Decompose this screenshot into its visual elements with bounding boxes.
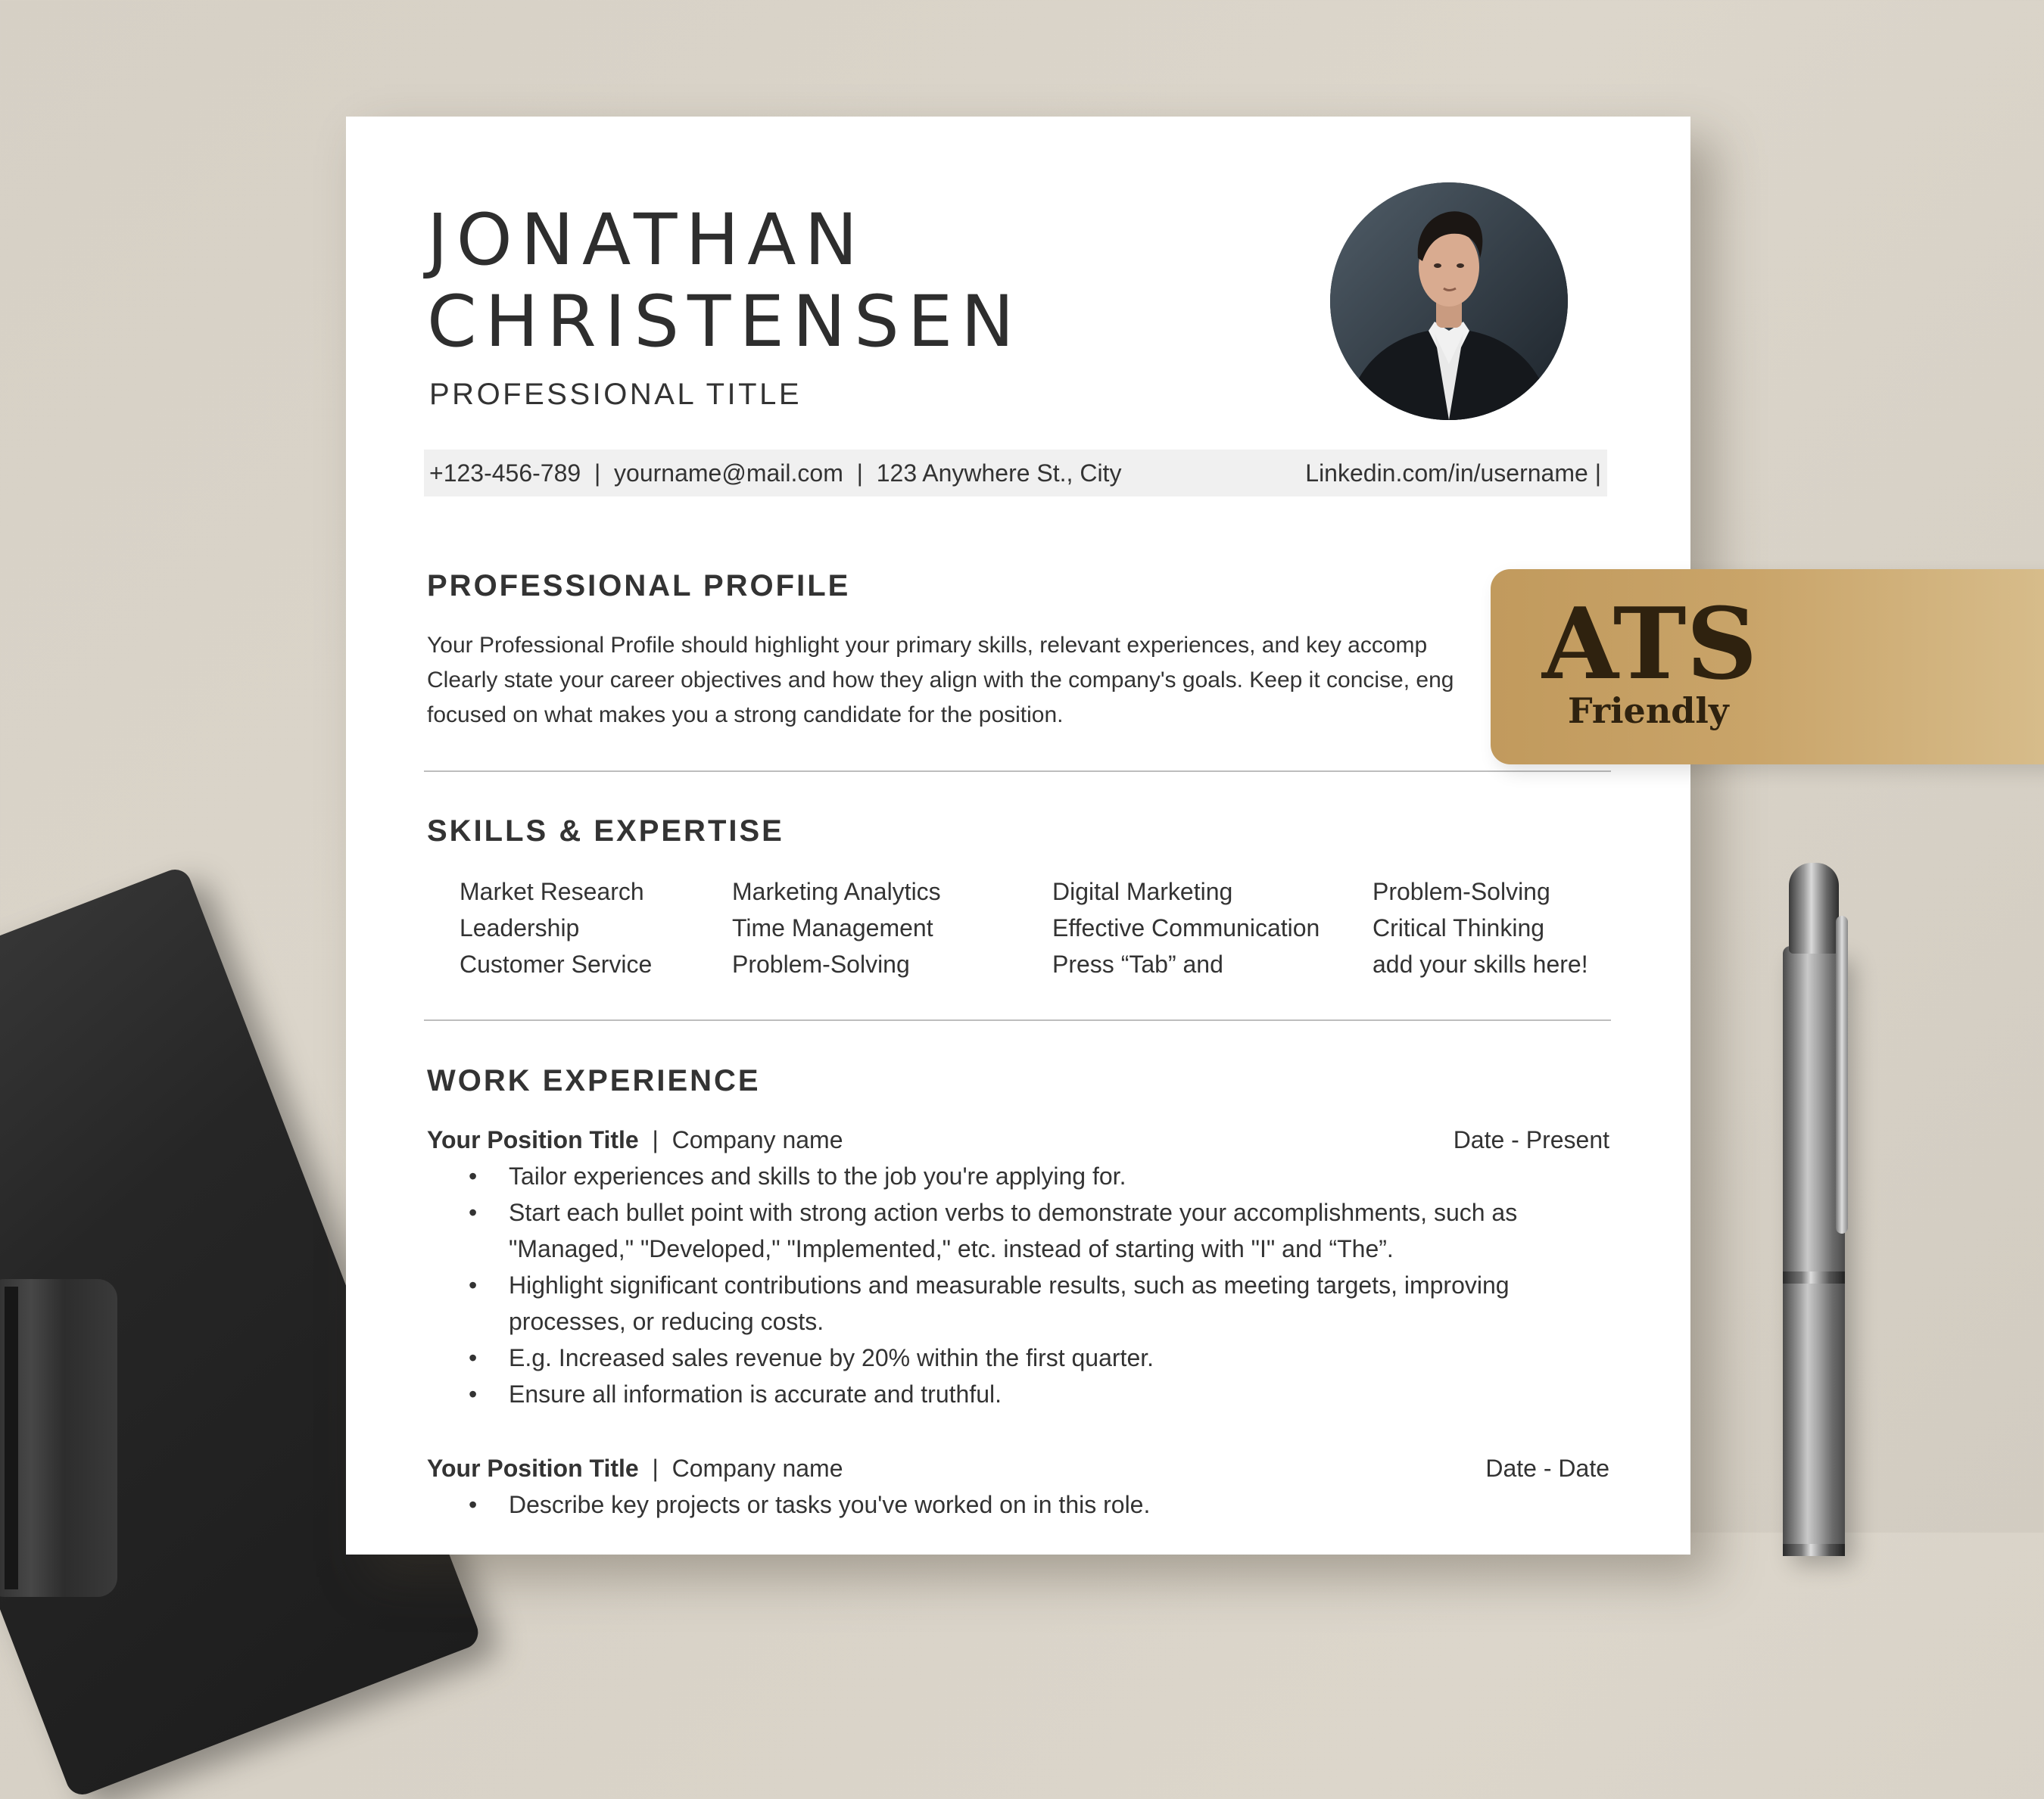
profile-text (427, 628, 1454, 733)
skill-item: Press “Tab” and (1052, 951, 1223, 978)
skills-column (460, 873, 652, 982)
professional-title: PROFESSIONAL TITLE (429, 378, 802, 411)
skills-column (1052, 873, 1320, 982)
skill-item: Effective Communication (1052, 914, 1320, 942)
badge-subtitle: Friendly (1568, 690, 1729, 731)
contact-address: 123 Anywhere St., City (876, 459, 1122, 487)
skill-item: Time Management (732, 914, 933, 942)
job-bullets (427, 1158, 1569, 1412)
job-title-line: Your Position Title | Company name (427, 1455, 843, 1482)
pen-cap (1789, 863, 1839, 954)
skill-item: Digital Marketing (1052, 878, 1233, 905)
ats-friendly-badge (1491, 569, 2044, 764)
notebook-strap-prop (0, 1279, 117, 1597)
job-bullet: • E.g. Increased sales revenue by 20% within the first quarter. (427, 1340, 1569, 1376)
profile-line: Your Professional Profile should highlight your primary skills, relevant experiences, and key accomp (427, 633, 1428, 658)
pen-ring (1783, 1271, 1845, 1284)
person-portrait-icon (1330, 182, 1568, 420)
job-header (427, 1122, 1609, 1158)
job-title-line: Your Position Title | Company name (427, 1126, 843, 1153)
skills-column (1373, 873, 1588, 982)
job-header (427, 1450, 1609, 1486)
skill-item: Market Research (460, 878, 644, 905)
skill-item: Marketing Analytics (732, 878, 941, 905)
job-bullets (427, 1486, 1569, 1523)
candidate-name (427, 200, 1023, 363)
job-bullet: • Highlight significant contributions and measurable results, such as meeting targets, improving processes, or reducing costs. (427, 1267, 1569, 1340)
job-position: Your Position Title (427, 1455, 639, 1482)
contact-details (429, 459, 1121, 487)
profile-line: Clearly state your career objectives and how they align with the company's goals. Keep it concise, eng (427, 668, 1454, 693)
job-bullet: • Start each bullet point with strong action verbs to demonstrate your accomplishments, such as "Managed," "Developed," "Implemented," etc. instead of starting with "I" and “The”. (427, 1194, 1569, 1267)
contact-bar (424, 450, 1607, 496)
pen-prop (1783, 863, 1851, 1544)
section-heading-skills: SKILLS & EXPERTISE (427, 814, 784, 848)
job-company: Company name (671, 1126, 843, 1153)
contact-separator: | (594, 459, 601, 487)
name-last: CHRISTENSEN (427, 281, 1023, 363)
contact-email[interactable]: yourname@mail.com (614, 459, 843, 487)
skill-item: Customer Service (460, 951, 653, 978)
pen-clip (1836, 916, 1848, 1234)
section-heading-experience: WORK EXPERIENCE (427, 1064, 761, 1097)
profile-line: focused on what makes you a strong candidate for the position. (427, 702, 1064, 727)
job-bullet: • Ensure all information is accurate and truthful. (427, 1376, 1569, 1412)
section-divider (424, 770, 1611, 772)
resume-page (346, 117, 1690, 1555)
contact-phone[interactable]: +123-456-789 (429, 459, 581, 487)
contact-separator: | (856, 459, 863, 487)
skills-column (732, 873, 941, 982)
job-dates: Date - Date (1485, 1455, 1609, 1482)
name-first: JONATHAN (427, 199, 866, 282)
skill-item: Leadership (460, 914, 580, 942)
badge-title: ATS (1542, 586, 1758, 702)
section-heading-profile: PROFESSIONAL PROFILE (427, 569, 851, 602)
job-bullet: • Tailor experiences and skills to the job you're applying for. (427, 1158, 1569, 1194)
profile-photo (1330, 182, 1568, 420)
skill-item: Problem-Solving (1373, 878, 1550, 905)
pen-ring (1783, 1544, 1845, 1556)
job-dates: Date - Present (1453, 1126, 1609, 1153)
contact-linkedin[interactable]: Linkedin.com/in/username | (1305, 459, 1601, 487)
job-company: Company name (671, 1455, 843, 1482)
job-bullet: • Describe key projects or tasks you've worked on in this role. (427, 1486, 1569, 1523)
section-divider (424, 1019, 1611, 1021)
skill-item: add your skills here! (1373, 951, 1588, 978)
skill-item: Critical Thinking (1373, 914, 1545, 942)
skill-item: Problem-Solving (732, 951, 910, 978)
job-position: Your Position Title (427, 1126, 639, 1153)
